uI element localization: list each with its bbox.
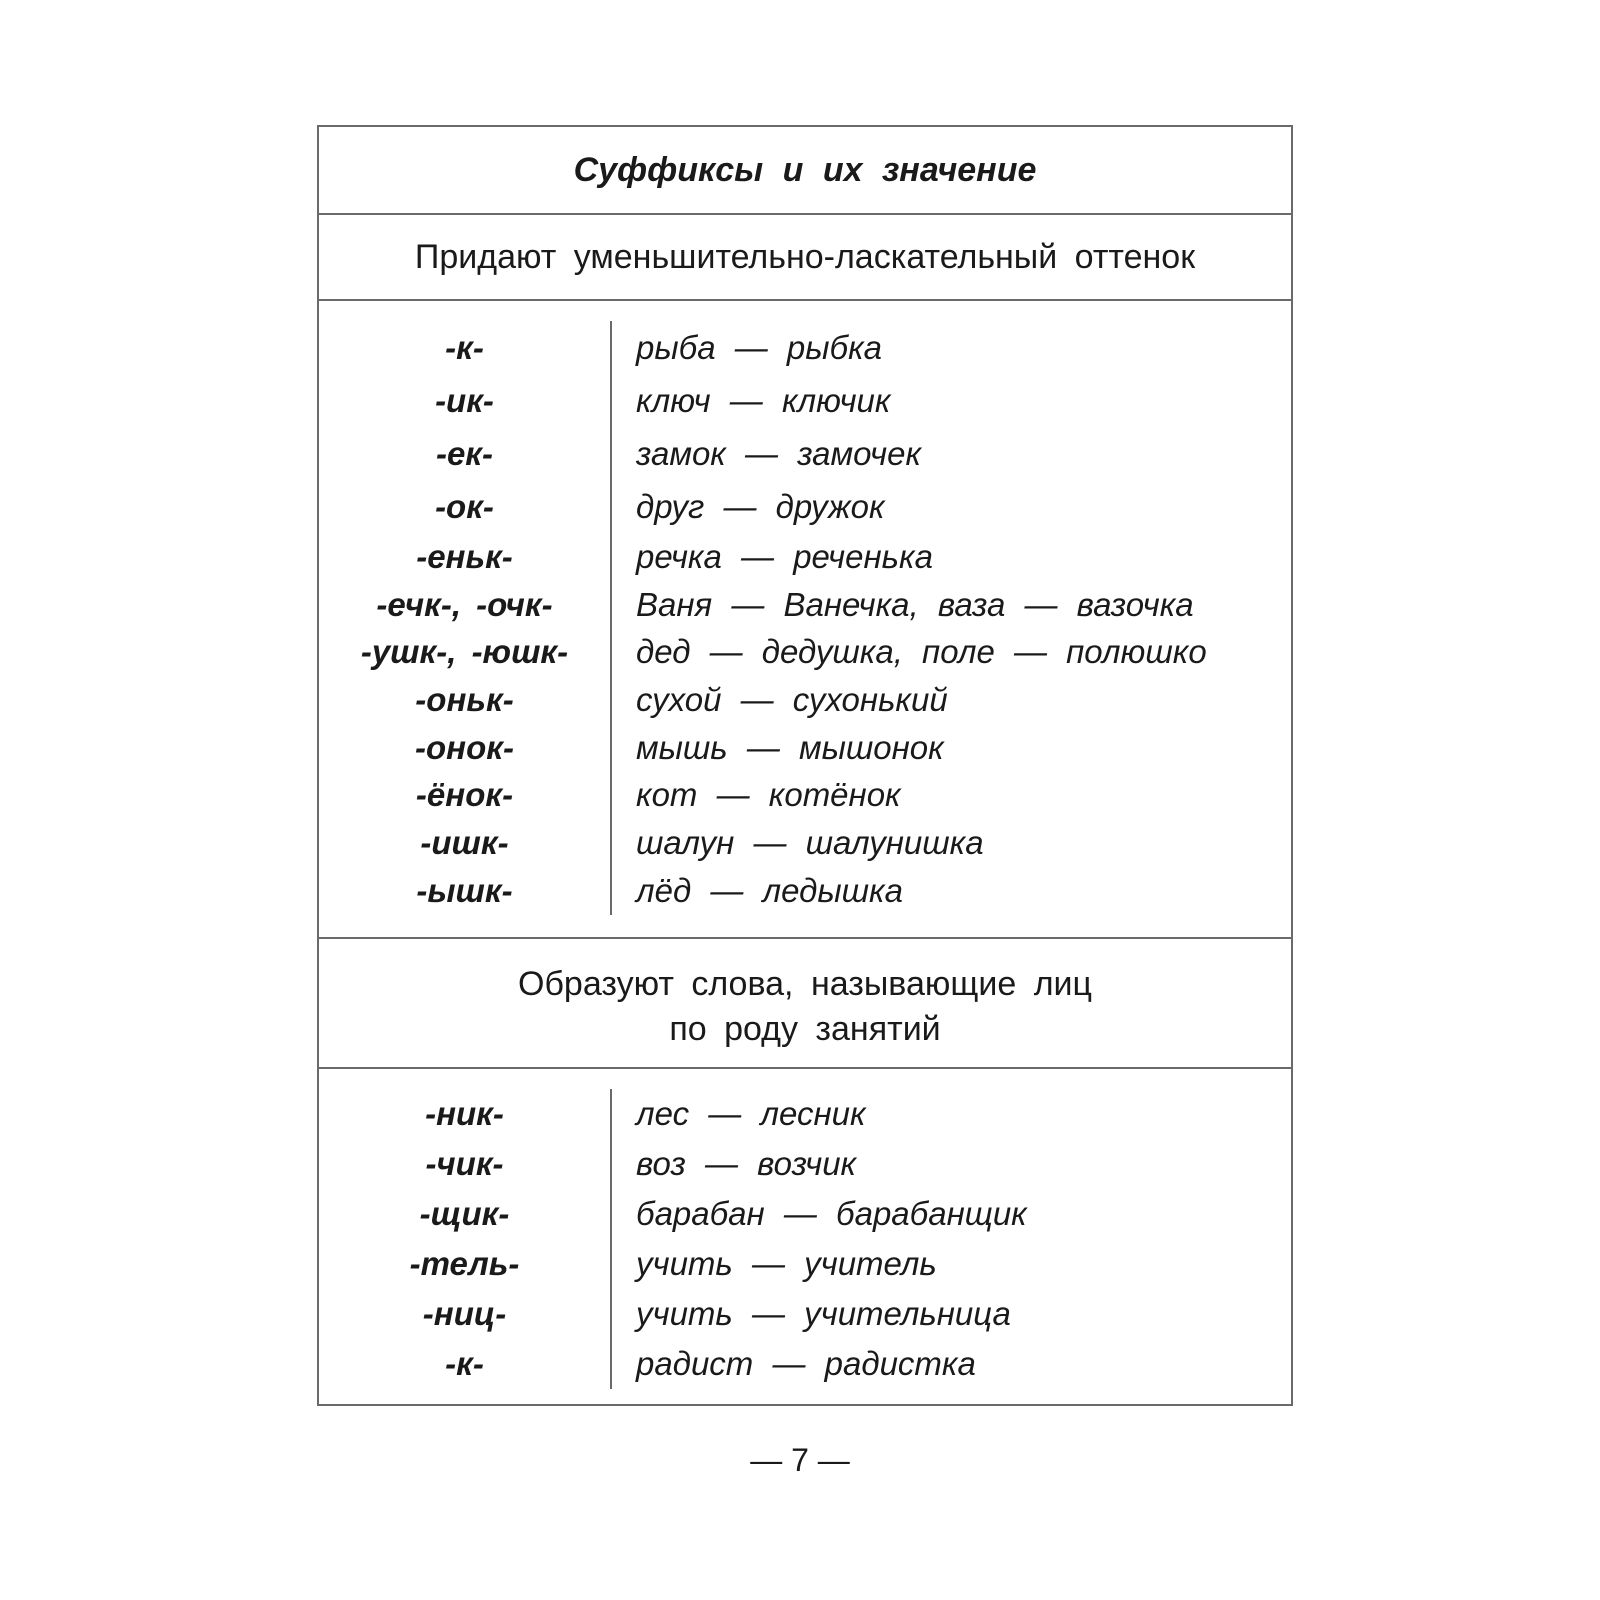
example-cell: речка — реченька bbox=[636, 538, 933, 575]
section-persons bbox=[319, 1069, 1291, 1404]
page-number: — 7 — bbox=[750, 1442, 850, 1478]
example-cell: радист — радистка bbox=[636, 1344, 976, 1382]
example-cell: лес — лесник bbox=[636, 1094, 866, 1132]
example-cell: учить — учитель bbox=[636, 1244, 937, 1282]
suffix-column bbox=[319, 321, 612, 915]
example-cell: Ваня — Ванечка, ваза — вазочка bbox=[636, 585, 1194, 623]
suffix-cell: -к- bbox=[445, 1344, 484, 1382]
suffix-cell: -ок- bbox=[435, 488, 494, 525]
suffix-table bbox=[317, 125, 1293, 1406]
example-cell: сухой — сухонький bbox=[636, 681, 948, 719]
example-cell: учить — учительница bbox=[636, 1294, 1011, 1332]
suffix-cell: -онок- bbox=[415, 728, 514, 766]
suffix-cell: -ик- bbox=[435, 382, 494, 419]
suffix-cell: -ник- bbox=[425, 1094, 504, 1132]
example-cell: замок — замочек bbox=[636, 435, 922, 472]
suffix-cell: -ечк-, -очк- bbox=[376, 585, 553, 623]
suffix-cell: -чик- bbox=[425, 1144, 504, 1182]
example-cell: барабан — барабанщик bbox=[636, 1194, 1027, 1232]
suffix-cell: -еньк- bbox=[416, 538, 513, 575]
suffix-cell: -ёнок- bbox=[415, 776, 514, 814]
suffix-column bbox=[319, 1089, 612, 1389]
suffix-cell: -ниц- bbox=[422, 1294, 507, 1332]
section-heading-line: по роду занятий bbox=[669, 1009, 941, 1048]
example-cell: шалун — шалунишка bbox=[636, 824, 984, 862]
section-heading-line: Образуют слова, называющие лиц bbox=[518, 964, 1092, 1003]
example-cell: дед — дедушка, поле — полюшко bbox=[636, 633, 1207, 671]
suffix-cell: -оньк- bbox=[415, 681, 514, 719]
example-cell: воз — возчик bbox=[636, 1144, 857, 1182]
suffix-cell: -ушк-, -юшк- bbox=[360, 633, 569, 671]
suffix-cell: -тель- bbox=[409, 1244, 520, 1282]
example-cell: кот — котёнок bbox=[636, 776, 901, 814]
section-diminutive bbox=[319, 301, 1291, 939]
suffix-cell: -ишк- bbox=[420, 824, 509, 862]
suffix-cell: -к- bbox=[445, 329, 484, 366]
suffix-cell: -щик- bbox=[419, 1194, 510, 1232]
suffix-cell: -ышк- bbox=[416, 871, 513, 909]
example-column bbox=[612, 321, 1291, 915]
example-cell: рыба — рыбка bbox=[636, 329, 883, 366]
example-cell: лёд — ледышка bbox=[636, 871, 903, 909]
example-cell: ключ — ключик bbox=[636, 382, 891, 419]
example-column bbox=[612, 1089, 1291, 1389]
section-heading-diminutive: Придают уменьшительно-ласкательный оттенок bbox=[319, 215, 1291, 301]
section-heading-persons bbox=[319, 939, 1291, 1069]
table-title: Суффиксы и их значение bbox=[319, 127, 1291, 215]
example-cell: мышь — мышонок bbox=[636, 728, 944, 766]
suffix-cell: -ек- bbox=[435, 435, 494, 472]
example-cell: друг — дружок bbox=[636, 488, 885, 525]
